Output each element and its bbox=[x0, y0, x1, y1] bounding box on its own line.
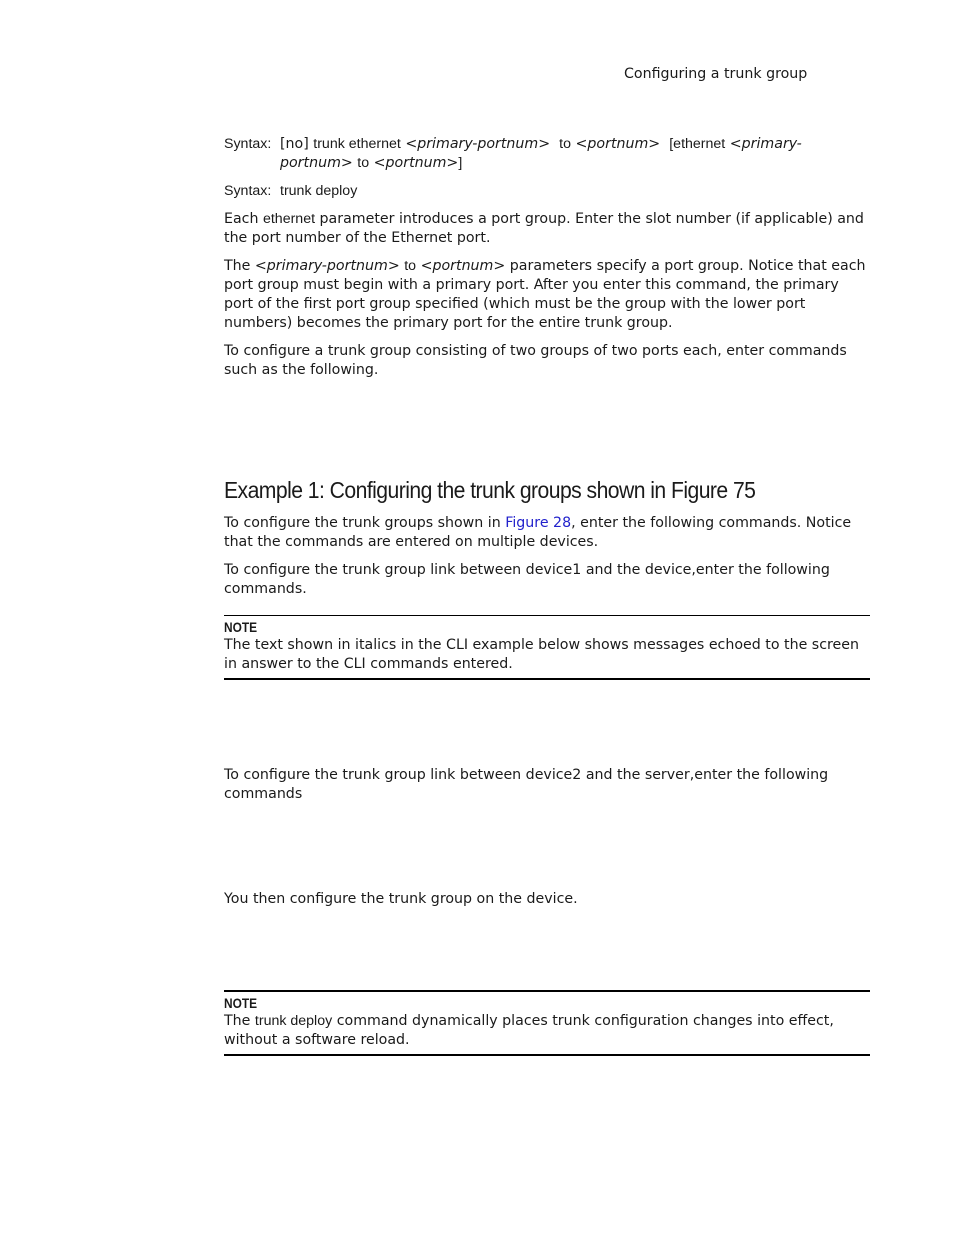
var-primary-portnum: <primary-portnum> bbox=[254, 258, 400, 274]
text: command dynamically places trunk configuration changes into effect, without a software reload. bbox=[224, 1013, 834, 1048]
syntax-block-trunk-ethernet bbox=[224, 135, 870, 173]
var-portnum: <portnum> bbox=[420, 258, 506, 274]
paragraph-port-group bbox=[224, 257, 870, 333]
var-primary-portnum: <primary-portnum> bbox=[405, 136, 551, 152]
cmd-trunk-ethernet: trunk ethernet bbox=[313, 136, 401, 152]
text: parameters specify a port group. Notice that each port group must begin with a primary port. After you enter this command, the primary port of the first port group specified (which must be the group with the lower port numbers) becomes the primary port for the entire trunk group. bbox=[224, 258, 866, 331]
section-heading-example-1: Example 1: Configuring the trunk groups shown in Figure 75 bbox=[224, 477, 756, 503]
syntax-block-trunk-deploy bbox=[224, 182, 870, 201]
syntax-label: Syntax: bbox=[224, 183, 272, 199]
syntax-body bbox=[280, 135, 870, 173]
text: The bbox=[224, 258, 251, 274]
keyword-to: to bbox=[404, 258, 417, 274]
var-portnum: <portnum> bbox=[575, 136, 661, 152]
note-title: NOTE bbox=[224, 619, 258, 635]
text: The bbox=[224, 1013, 251, 1029]
running-header: Configuring a trunk group bbox=[624, 66, 808, 82]
paragraph-device2: To configure the trunk group link between device2 and the server,enter the following commands bbox=[224, 767, 829, 802]
text: parameter introduces a port group. Enter the slot number (if applicable) and the port number of the Ethernet port. bbox=[224, 211, 864, 246]
cmd-trunk-deploy: trunk deploy bbox=[254, 1013, 333, 1029]
paragraph-each-ethernet bbox=[224, 210, 870, 248]
paragraph-device1: To configure the trunk group link between device1 and the device,enter the following commands. bbox=[224, 562, 830, 597]
paragraph-configure-device: You then configure the trunk group on the device. bbox=[224, 891, 578, 907]
text: Each bbox=[224, 211, 259, 227]
syntax-label: Syntax: bbox=[224, 136, 272, 152]
text: To configure the trunk groups shown in bbox=[224, 515, 501, 531]
note-trunk-deploy bbox=[224, 990, 870, 1056]
figure-28-link[interactable]: Figure 28 bbox=[505, 515, 572, 531]
text: , enter the following commands. Notice that the commands are entered on multiple devices. bbox=[224, 515, 852, 550]
keyword-ethernet: ethernet bbox=[262, 211, 316, 227]
optional-ethernet: [ethernet bbox=[669, 136, 726, 152]
paragraph-example-intro bbox=[224, 514, 870, 552]
page-body bbox=[224, 135, 870, 1056]
note-text bbox=[224, 1012, 870, 1050]
keyword-to: to bbox=[559, 136, 572, 152]
optional-close: ] bbox=[458, 155, 463, 171]
paragraph-configure-two-groups: To configure a trunk group consisting of two groups of two ports each, enter commands such as the following. bbox=[224, 343, 847, 378]
note-italics bbox=[224, 615, 870, 680]
note-text: The text shown in italics in the CLI example below shows messages echoed to the screen in answer to the CLI commands entered. bbox=[224, 637, 859, 672]
cmd-trunk-deploy: trunk deploy bbox=[280, 183, 358, 199]
syntax-no: [no] bbox=[280, 136, 309, 152]
note-title: NOTE bbox=[224, 995, 258, 1011]
var-primary-portnum-2: <primary-portnum> bbox=[280, 136, 802, 171]
keyword-to-2: to bbox=[357, 155, 370, 171]
var-portnum-2: <portnum> bbox=[373, 155, 459, 171]
